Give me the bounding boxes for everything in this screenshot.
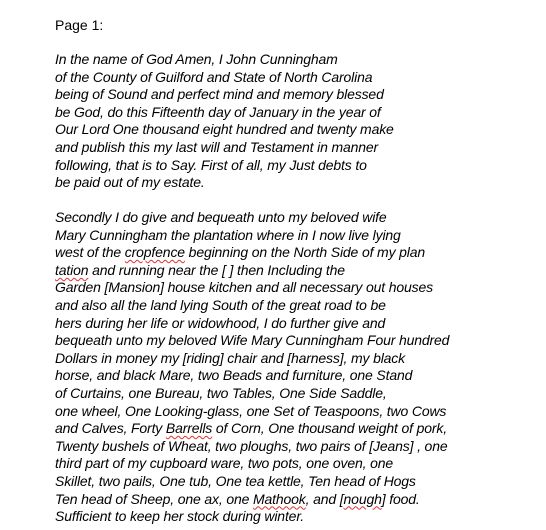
text-line — [55, 262, 449, 280]
text-segment: beginning on the North Side of my plan — [184, 244, 426, 261]
text-line — [55, 350, 449, 368]
text-line — [55, 104, 394, 122]
text-segment: In the name of God Amen, I John Cunningham — [55, 51, 338, 67]
text-line — [55, 367, 449, 385]
text-segment: horse, and black Mare, two Beads and furniture, one Stand — [55, 367, 413, 384]
spellcheck-flagged-word: Barrells — [165, 420, 213, 437]
text-line — [55, 139, 394, 157]
text-segment: Mary Cunningham the plantation where in I now live lying — [55, 226, 401, 243]
text-segment: following, that is to Say. First of all, my Just debts to — [55, 156, 367, 173]
text-line — [55, 385, 449, 403]
text-line — [55, 51, 394, 69]
text-line — [55, 473, 449, 491]
text-line — [55, 420, 449, 438]
text-line — [55, 438, 449, 456]
text-segment: Twenty bushels of Wheat, two ploughs, two pairs of [Jeans] , one — [55, 437, 448, 454]
text-segment: be paid out of my estate. — [55, 174, 205, 191]
text-line — [55, 332, 449, 350]
page-label: Page 1: — [55, 17, 104, 33]
text-segment: and also all the land lying South of the great road to be — [55, 296, 386, 313]
text-line — [55, 508, 449, 526]
text-line — [55, 227, 449, 245]
text-segment: Sufficient to keep her stock during winter. — [55, 508, 305, 525]
spellcheck-flagged-word: Mathook — [253, 490, 306, 507]
text-line — [55, 244, 449, 262]
text-segment: hers during her life or widowhood, I do further give and — [55, 314, 386, 331]
text-line — [55, 209, 449, 227]
text-segment: Skillet, two pails, One tub, One tea kettle, Ten head of Hogs — [55, 472, 416, 489]
text-segment: one wheel, One Looking-glass, one Set of Teaspoons, two Cows — [55, 402, 447, 419]
text-segment: , and [ — [305, 490, 344, 507]
will-paragraph-1 — [55, 51, 394, 192]
text-line — [55, 121, 394, 139]
text-segment: Secondly I do give and bequeath unto my beloved wife — [55, 209, 387, 225]
text-line — [55, 174, 394, 192]
text-segment: and Calves, Forty — [55, 420, 166, 437]
text-line — [55, 279, 449, 297]
text-line — [55, 157, 394, 175]
text-segment: of Curtains, one Bureau, two Tables, One Side Saddle, — [55, 384, 387, 401]
text-line — [55, 403, 449, 421]
spellcheck-flagged-word: tation — [55, 261, 89, 278]
text-segment: Garden [Mansion] house kitchen and all necessary out houses — [55, 279, 433, 296]
text-segment: of Corn, One thousand weight of pork, — [212, 420, 447, 437]
text-segment: be God, do this Fifteenth day of January in the year of — [55, 103, 381, 120]
text-segment: and running near the [ ] then Including the — [88, 261, 345, 278]
text-line — [55, 86, 394, 104]
text-line — [55, 491, 449, 509]
text-segment: Our Lord One thousand eight hundred and twenty make — [55, 121, 394, 138]
text-line — [55, 69, 394, 87]
text-segment: being of Sound and perfect mind and memory blessed — [55, 86, 384, 103]
spellcheck-flagged-word: nough — [343, 490, 382, 507]
text-segment: of the County of Guilford and State of North Carolina — [55, 68, 373, 85]
will-paragraph-2 — [55, 209, 449, 526]
text-segment: Dollars in money my [riding] chair and [harness], my black — [55, 349, 405, 366]
text-line — [55, 315, 449, 333]
text-segment: bequeath unto my beloved Wife Mary Cunningham Four hundred — [55, 332, 450, 349]
text-segment: third part of my cupboard ware, two pots, one oven, one — [55, 455, 394, 472]
text-segment: and publish this my last will and Testament in manner — [55, 138, 379, 155]
spellcheck-flagged-word: cropfence — [124, 244, 185, 261]
text-line — [55, 297, 449, 315]
text-segment: ] food. — [381, 490, 420, 507]
text-segment: west of the — [55, 244, 125, 261]
text-line — [55, 455, 449, 473]
text-segment: Ten head of Sheep, one ax, one — [55, 490, 254, 507]
